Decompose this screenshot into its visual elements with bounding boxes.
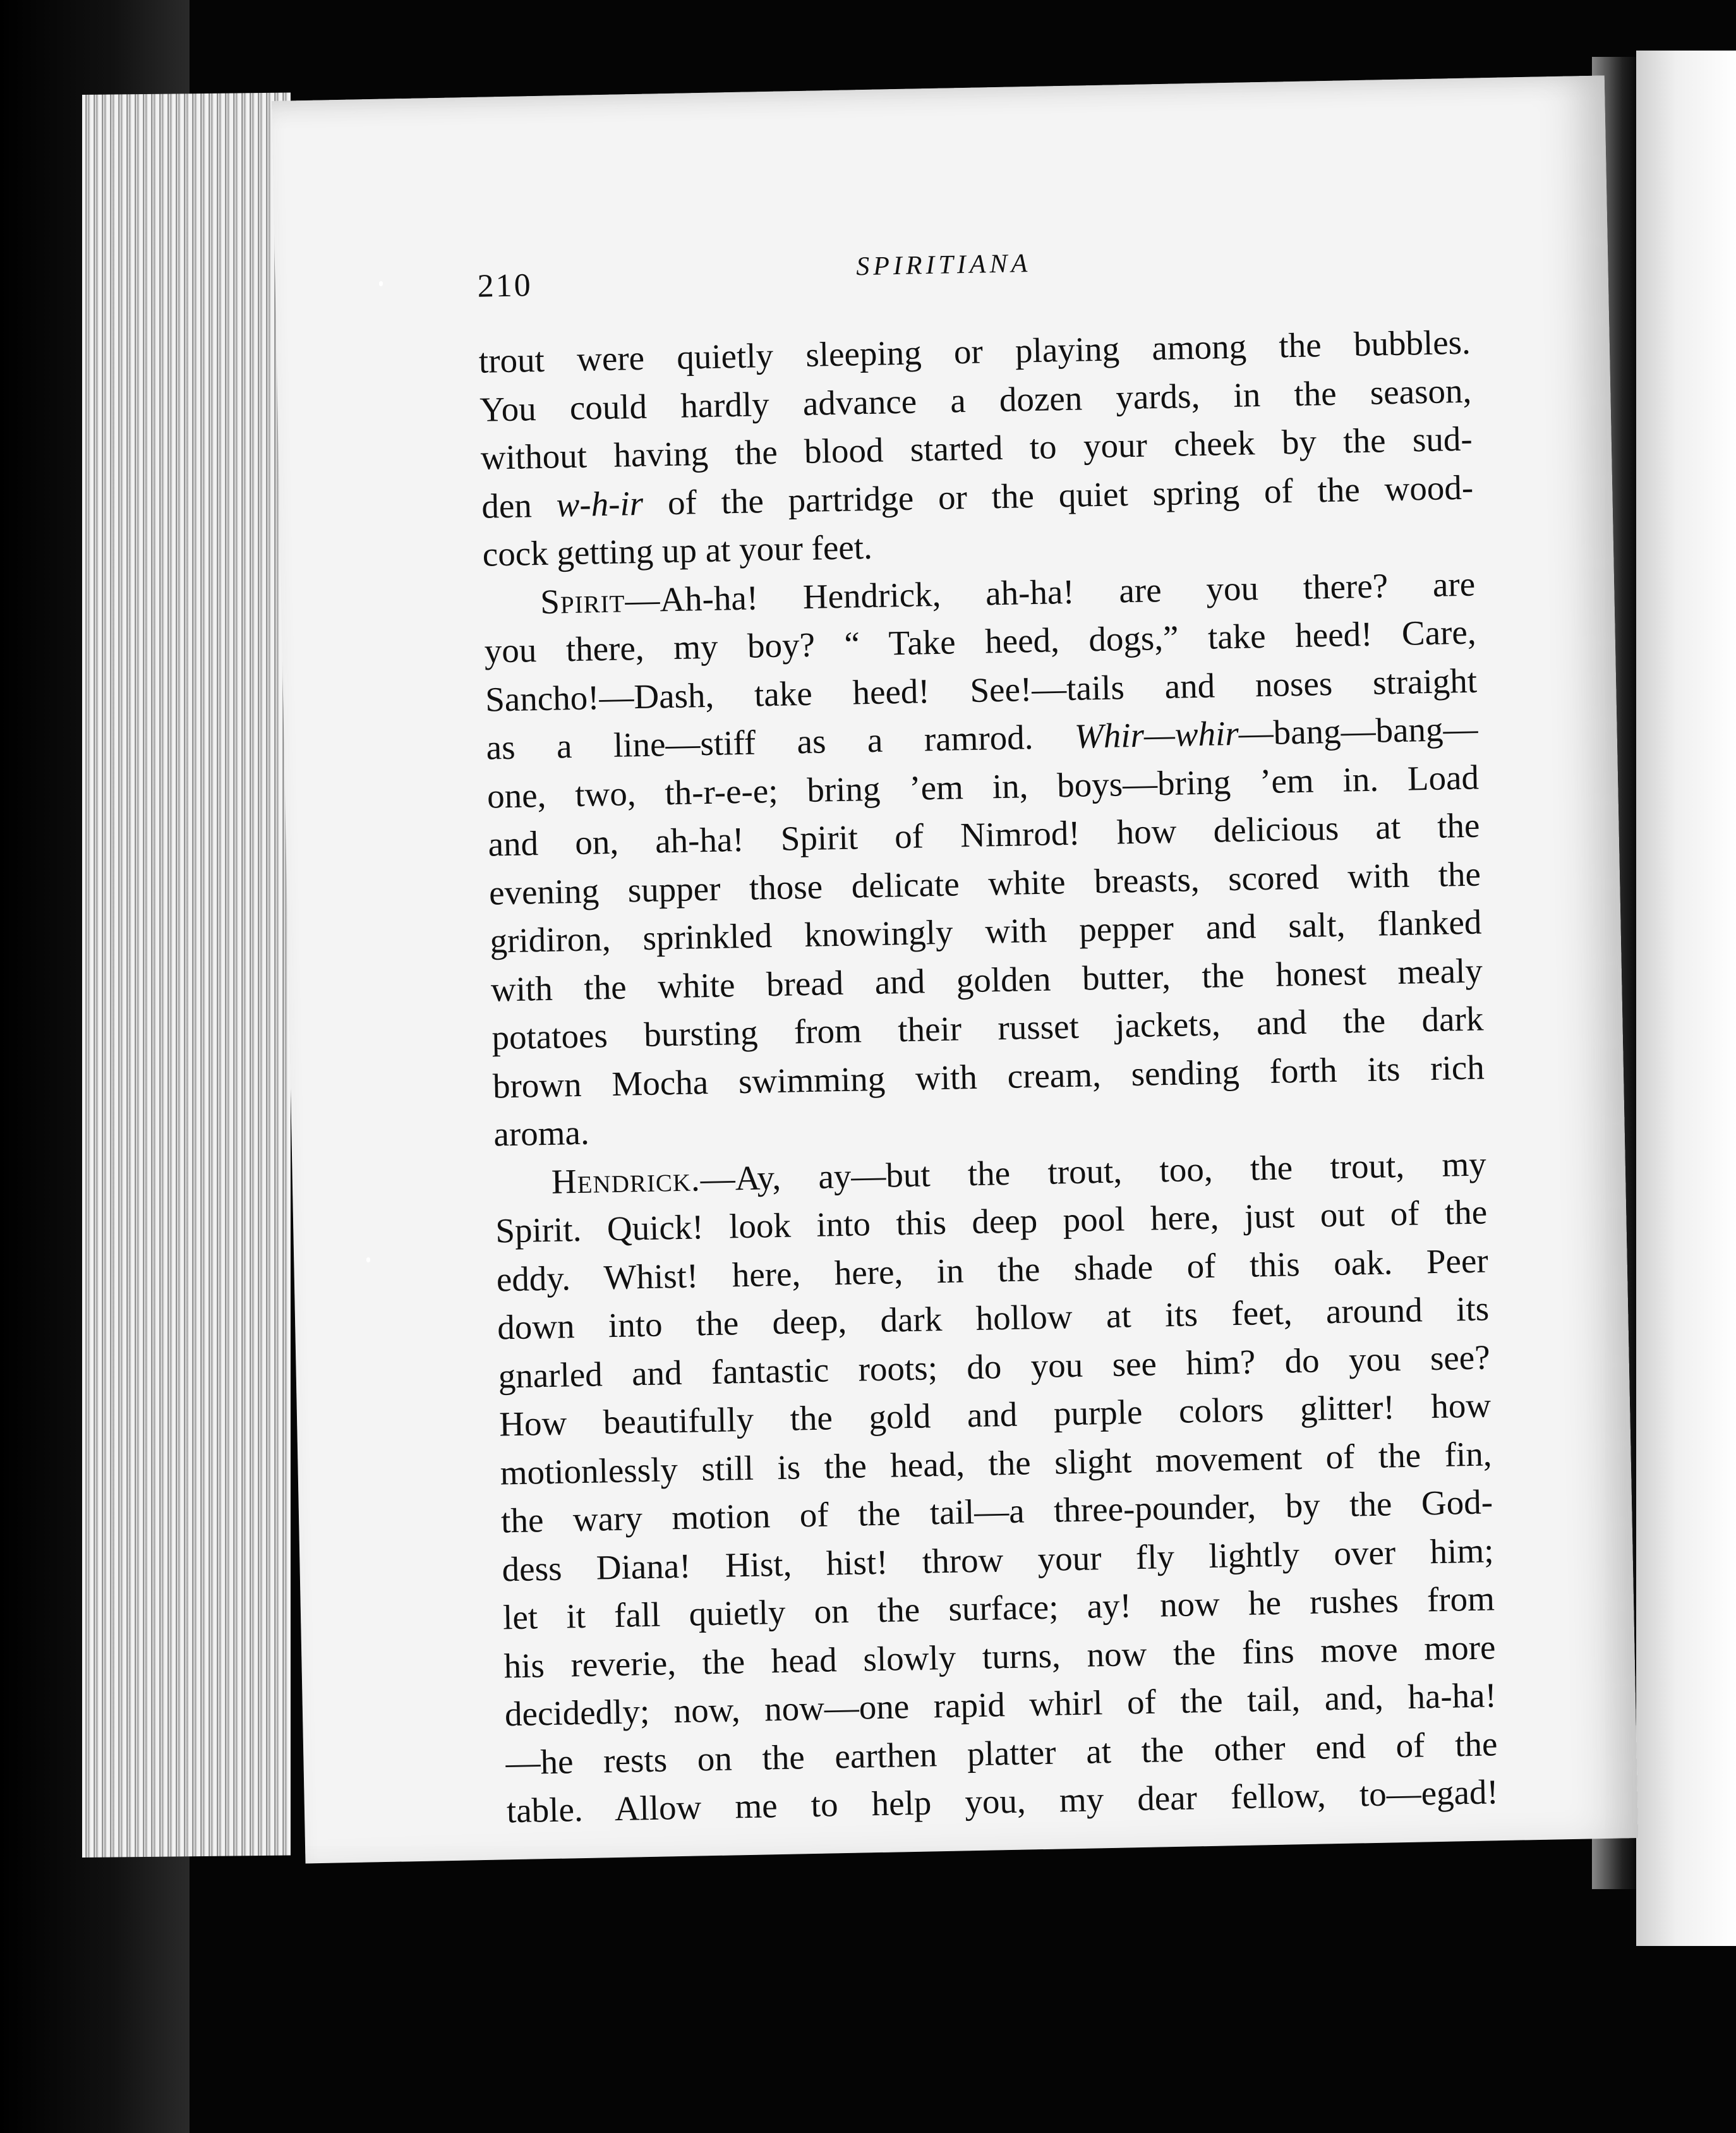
text-line: gridiron, sprinkled knowingly with pepper and salt, flanked	[489, 902, 1482, 960]
text-line: trout were quietly sleeping or playing among the bubbles.	[478, 322, 1471, 380]
line-text: —bang—bang—	[1238, 709, 1479, 752]
speaker-name: Hendrick.	[551, 1159, 701, 1201]
page-number: 210	[477, 267, 533, 305]
text-line: Sancho!—Dash, take heed! See!—tails and noses straight	[485, 661, 1478, 719]
line-text: of the partridge or the quiet spring of the wood-	[642, 468, 1474, 523]
text-line: with the white bread and golden butter, the honest mealy	[490, 950, 1483, 1009]
italic-text: w-h-ir	[556, 483, 644, 524]
text-line: table. Allow me to help you, my dear fellow, to—egad!	[506, 1772, 1499, 1830]
text-line: decidedly; now, now—one rapid whirl of the tail, and, ha-ha!	[504, 1676, 1497, 1734]
text-line: without having the blood started to your cheek by the sud-	[480, 419, 1473, 477]
text-line: brown Mocha swimming with cream, sending forth its rich	[492, 1047, 1485, 1106]
running-head: SPIRITIANA	[855, 248, 1032, 282]
text-line: you there, my boy? “ Take heed, dogs,” take heed! Care,	[484, 612, 1477, 670]
text-line: motionlessly still is the head, the slight movement of the fin,	[500, 1434, 1493, 1492]
facing-page-edge	[1636, 51, 1736, 1946]
text-line: down into the deep, dark hollow at its feet, around its	[497, 1289, 1490, 1347]
page-edges	[82, 93, 291, 1858]
text-line: potatoes bursting from their russet jackets, and the dark	[491, 999, 1484, 1057]
text-line: gnarled and fantastic roots; do you see him? do you see?	[498, 1337, 1491, 1395]
line-text: —Ah-ha! Hendrick, ah-ha! are you there? are	[624, 564, 1476, 619]
book-page	[272, 75, 1638, 1863]
text-line: let it fall quietly on the surface; ay! now he rushes from	[502, 1579, 1495, 1637]
text-line: evening supper those delicate white breasts, scored with the	[488, 854, 1481, 912]
text-line: the wary motion of the tail—a three-pounder, by the God-	[500, 1482, 1493, 1540]
text-line: eddy. Whist! here, here, in the shade of this oak. Peer	[496, 1240, 1489, 1299]
text-line: one, two, th-r-e-e; bring ’em in, boys—bring ’em in. Load	[486, 758, 1480, 816]
scan-speck	[379, 281, 383, 286]
line-text: as a line—stiff as a ramrod.	[486, 716, 1075, 767]
text-line: You could hardly advance a dozen yards, in the season,	[479, 371, 1472, 429]
page-text-block	[477, 249, 1498, 1835]
text-line: How beautifully the gold and purple colors glitter! how	[498, 1386, 1492, 1444]
text-line: cock getting up at your feet.	[482, 527, 873, 574]
text-line: —he rests on the earthen platter at the other end of the	[505, 1724, 1498, 1782]
scan-speck	[366, 1257, 370, 1262]
text-line: his reverie, the head slowly turns, now the fins move more	[503, 1627, 1496, 1685]
speaker-name: Spirit	[539, 580, 625, 621]
line-text: den	[481, 485, 557, 526]
text-line: dess Diana! Hist, hist! throw your fly lightly over him;	[502, 1530, 1494, 1588]
italic-text: Whir—whir	[1074, 713, 1239, 756]
text-line: aroma.	[493, 1113, 590, 1154]
text-line: Spirit. Quick! look into this deep pool here, just out of the	[495, 1192, 1488, 1250]
line-text: —Ay, ay—but the trout, too, the trout, my	[700, 1144, 1487, 1198]
text-line: and on, ah-ha! Spirit of Nimrod! how delicious at the	[488, 806, 1480, 864]
